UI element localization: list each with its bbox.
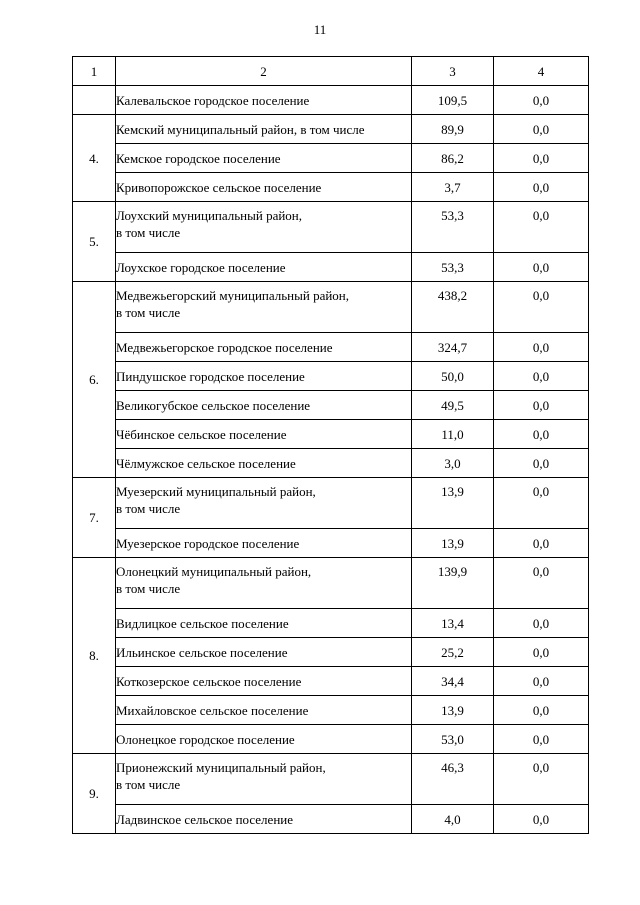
row-name: Олонецкое городское поселение	[116, 725, 412, 754]
row-name: Михайловское сельское поселение	[116, 696, 412, 725]
row-name: Кривопорожское сельское поселение	[116, 173, 412, 202]
row-value-4: 0,0	[494, 86, 589, 115]
row-value-4: 0,0	[494, 696, 589, 725]
row-value-4: 0,0	[494, 115, 589, 144]
row-number: 5.	[73, 202, 116, 282]
row-value-3: 4,0	[412, 805, 494, 834]
row-name-line-2: в том числе	[116, 777, 181, 792]
row-name: Калевальское городское поселение	[116, 86, 412, 115]
row-value-3: 139,9	[412, 558, 494, 609]
row-name-line-2: в том числе	[116, 305, 181, 320]
row-name-line-2: в том числе	[116, 581, 181, 596]
row-value-4: 0,0	[494, 609, 589, 638]
column-header-3: 3	[412, 57, 494, 86]
row-value-4: 0,0	[494, 144, 589, 173]
table-header-row	[73, 57, 589, 86]
row-number: 8.	[73, 558, 116, 754]
row-name-line-1: Лоухский муниципальный район,	[116, 208, 303, 223]
row-value-4: 0,0	[494, 638, 589, 667]
table-row	[73, 86, 589, 115]
row-value-3: 13,9	[412, 529, 494, 558]
row-number: 9.	[73, 754, 116, 834]
table-row	[73, 115, 589, 144]
column-header-4: 4	[494, 57, 589, 86]
table-row	[73, 391, 589, 420]
row-value-4: 0,0	[494, 202, 589, 253]
row-name: Медвежьегорское городское поселение	[116, 333, 412, 362]
row-value-4: 0,0	[494, 558, 589, 609]
row-value-3: 50,0	[412, 362, 494, 391]
row-value-3: 13,9	[412, 696, 494, 725]
row-number: 7.	[73, 478, 116, 558]
row-value-4: 0,0	[494, 805, 589, 834]
table-row	[73, 173, 589, 202]
row-name: Ладвинское сельское поселение	[116, 805, 412, 834]
row-name-line-1: Медвежьегорский муниципальный район,	[116, 288, 350, 303]
budget-table	[72, 56, 589, 834]
row-number	[73, 86, 116, 115]
table-row	[73, 362, 589, 391]
row-value-3: 53,0	[412, 725, 494, 754]
row-name: Великогубское сельское поселение	[116, 391, 412, 420]
table-row	[73, 333, 589, 362]
table-row	[73, 696, 589, 725]
table-row	[73, 667, 589, 696]
table-row	[73, 478, 589, 529]
row-value-4: 0,0	[494, 253, 589, 282]
row-value-4: 0,0	[494, 333, 589, 362]
row-value-4: 0,0	[494, 529, 589, 558]
row-value-3: 25,2	[412, 638, 494, 667]
table-row	[73, 805, 589, 834]
row-value-3: 3,7	[412, 173, 494, 202]
table-row	[73, 558, 589, 609]
page-number: 11	[313, 22, 327, 37]
row-value-3: 49,5	[412, 391, 494, 420]
column-header-1: 1	[73, 57, 116, 86]
row-name: Кемский муниципальный район, в том числе	[116, 115, 412, 144]
row-name	[116, 558, 412, 609]
row-name: Муезерское городское поселение	[116, 529, 412, 558]
row-name-line-1: Прионежский муниципальный район,	[116, 760, 326, 775]
row-value-4: 0,0	[494, 420, 589, 449]
column-header-2: 2	[116, 57, 412, 86]
table-row	[73, 282, 589, 333]
row-name	[116, 202, 412, 253]
row-value-4: 0,0	[494, 391, 589, 420]
table-row	[73, 529, 589, 558]
row-value-4: 0,0	[494, 754, 589, 805]
row-value-4: 0,0	[494, 362, 589, 391]
table-row	[73, 253, 589, 282]
row-name-line-1: Муезерский муниципальный район,	[116, 484, 316, 499]
row-value-3: 34,4	[412, 667, 494, 696]
table-row	[73, 202, 589, 253]
row-value-4: 0,0	[494, 478, 589, 529]
row-name: Лоухское городское поселение	[116, 253, 412, 282]
row-value-3: 86,2	[412, 144, 494, 173]
row-value-3: 89,9	[412, 115, 494, 144]
row-number: 4.	[73, 115, 116, 202]
row-name	[116, 754, 412, 805]
row-value-3: 324,7	[412, 333, 494, 362]
row-name-line-1: Олонецкий муниципальный район,	[116, 564, 312, 579]
table-row	[73, 420, 589, 449]
row-value-3: 438,2	[412, 282, 494, 333]
row-name	[116, 282, 412, 333]
row-value-4: 0,0	[494, 173, 589, 202]
row-value-4: 0,0	[494, 725, 589, 754]
row-value-3: 13,4	[412, 609, 494, 638]
row-value-3: 3,0	[412, 449, 494, 478]
row-name-line-2: в том числе	[116, 501, 181, 516]
row-name	[116, 478, 412, 529]
row-value-3: 11,0	[412, 420, 494, 449]
row-value-4: 0,0	[494, 449, 589, 478]
row-name: Чёбинское сельское поселение	[116, 420, 412, 449]
row-name: Пиндушское городское поселение	[116, 362, 412, 391]
row-value-4: 0,0	[494, 282, 589, 333]
row-number: 6.	[73, 282, 116, 478]
row-name: Видлицкое сельское поселение	[116, 609, 412, 638]
table-row	[73, 638, 589, 667]
row-name: Кемское городское поселение	[116, 144, 412, 173]
row-value-3: 53,3	[412, 202, 494, 253]
table-row	[73, 144, 589, 173]
row-name: Чёлмужское сельское поселение	[116, 449, 412, 478]
row-value-3: 53,3	[412, 253, 494, 282]
table-row	[73, 449, 589, 478]
table-row	[73, 754, 589, 805]
row-value-3: 46,3	[412, 754, 494, 805]
row-value-4: 0,0	[494, 667, 589, 696]
row-value-3: 109,5	[412, 86, 494, 115]
table-row	[73, 725, 589, 754]
row-name-line-2: в том числе	[116, 225, 181, 240]
row-name: Коткозерское сельское поселение	[116, 667, 412, 696]
table-row	[73, 609, 589, 638]
row-name: Ильинское сельское поселение	[116, 638, 412, 667]
row-value-3: 13,9	[412, 478, 494, 529]
